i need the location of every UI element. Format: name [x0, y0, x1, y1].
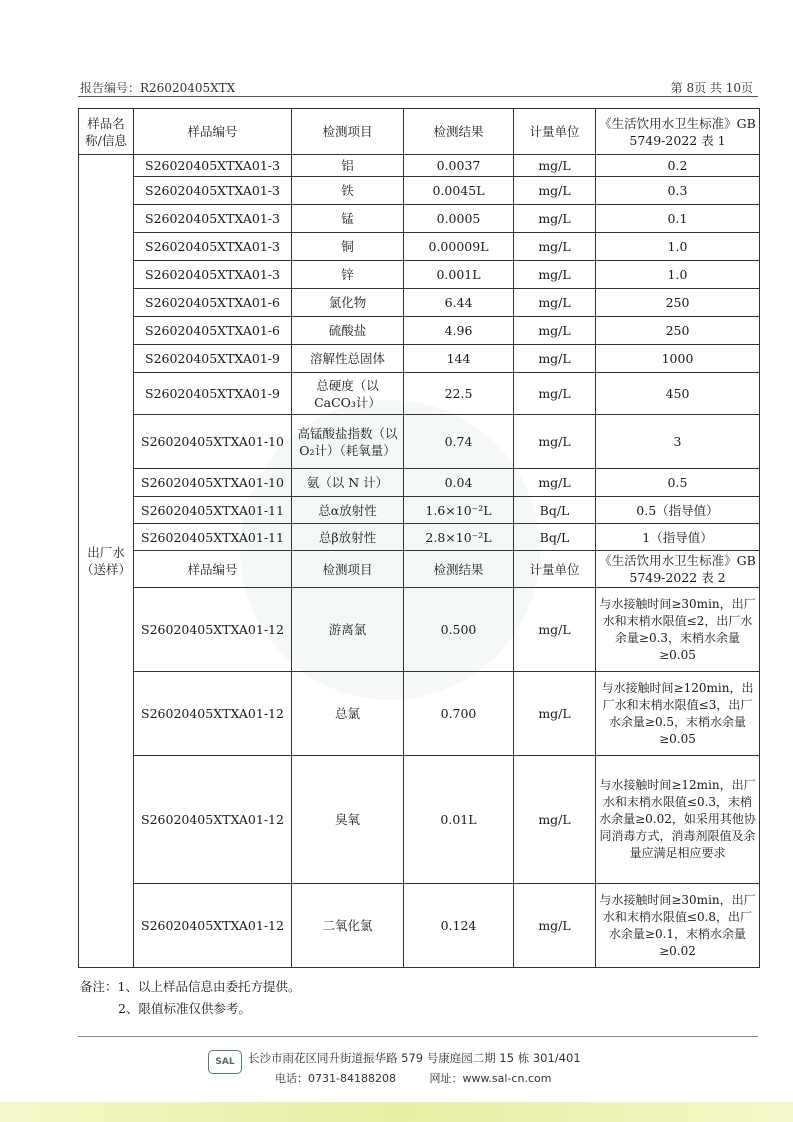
table-cell: 铁	[292, 177, 404, 205]
table-row	[79, 756, 760, 884]
table-cell: S26020405XTXA01-3	[134, 261, 292, 289]
table-cell: 与水接触时间≥12min，出厂水和末梢水限值≤0.3，末梢水余量≥0.02，如采用其他协同消毒方式，消毒剂限值及余量应满足相应要求	[596, 756, 760, 884]
table-cell: 0.500	[404, 588, 514, 672]
table-cell: Bq/L	[514, 497, 596, 524]
table-cell: S26020405XTXA01-12	[134, 756, 292, 884]
table-cell: S26020405XTXA01-9	[134, 373, 292, 415]
table-row	[79, 497, 760, 524]
table-cell: 硫酸盐	[292, 317, 404, 345]
table-cell: Bq/L	[514, 524, 596, 551]
table-cell: 0.0045L	[404, 177, 514, 205]
table-cell: 二氧化氯	[292, 884, 404, 968]
table-cell: 250	[596, 317, 760, 345]
table-row	[79, 205, 760, 233]
table-cell: S26020405XTXA01-11	[134, 497, 292, 524]
table-cell: 1.0	[596, 261, 760, 289]
table-cell: mg/L	[514, 205, 596, 233]
table-cell: 0.01L	[404, 756, 514, 884]
table-cell: 6.44	[404, 289, 514, 317]
table-row	[79, 884, 760, 968]
table-cell: S26020405XTXA01-3	[134, 155, 292, 177]
table-cell: mg/L	[514, 345, 596, 373]
table-cell: 1000	[596, 345, 760, 373]
table-cell: mg/L	[514, 469, 596, 497]
table-cell: 总β放射性	[292, 524, 404, 551]
footer-rule	[78, 1036, 758, 1037]
subheader-cell: 《生活饮用水卫生标准》GB 5749-2022 表 2	[596, 551, 760, 588]
table-cell: S26020405XTXA01-12	[134, 672, 292, 756]
table-row	[79, 373, 760, 415]
table-row	[79, 345, 760, 373]
table-cell: S26020405XTXA01-12	[134, 884, 292, 968]
subheader-cell: 样品编号	[134, 551, 292, 588]
table-cell: 1（指导值）	[596, 524, 760, 551]
header-cell: 样品编号	[134, 109, 292, 155]
table-subheader-row	[79, 551, 760, 588]
table-cell: 氨（以 N 计）	[292, 469, 404, 497]
table-row	[79, 317, 760, 345]
table-cell: 1.6×10⁻²L	[404, 497, 514, 524]
table-cell: 144	[404, 345, 514, 373]
table-cell: S26020405XTXA01-10	[134, 415, 292, 469]
table-cell: 高锰酸盐指数（以 O₂计）（耗氧量）	[292, 415, 404, 469]
table-cell: 450	[596, 373, 760, 415]
table-cell: mg/L	[514, 177, 596, 205]
table-cell: 0.5（指导值）	[596, 497, 760, 524]
footer-phone: 电话：0731-84188208	[275, 1072, 396, 1085]
table-cell: 与水接触时间≥120min，出厂水和末梢水限值≤3，出厂水余量≥0.5，末梢水余量≥0.05	[596, 672, 760, 756]
table-cell: 0.2	[596, 155, 760, 177]
report-number: 报告编号：R26020405XTX	[80, 81, 236, 95]
table-cell: 臭氧	[292, 756, 404, 884]
table-row	[79, 524, 760, 551]
notes	[80, 976, 300, 1020]
table-cell: 总硬度（以 CaCO₃计）	[292, 373, 404, 415]
table-cell: mg/L	[514, 415, 596, 469]
footer-contact	[275, 1070, 581, 1086]
table-cell: 总氯	[292, 672, 404, 756]
header-cell: 检测结果	[404, 109, 514, 155]
table-cell: mg/L	[514, 261, 596, 289]
table-row	[79, 261, 760, 289]
table-cell: mg/L	[514, 233, 596, 261]
table-cell: S26020405XTXA01-11	[134, 524, 292, 551]
table-cell: 1.0	[596, 233, 760, 261]
table-cell: S26020405XTXA01-9	[134, 345, 292, 373]
table-cell: mg/L	[514, 317, 596, 345]
table-cell: 2.8×10⁻²L	[404, 524, 514, 551]
table-cell: 铝	[292, 155, 404, 177]
table-cell: mg/L	[514, 155, 596, 177]
table-header-row	[79, 109, 760, 155]
header-cell: 《生活饮用水卫生标准》GB 5749-2022 表 1	[596, 109, 760, 155]
table-cell: 250	[596, 289, 760, 317]
table-cell: S26020405XTXA01-3	[134, 205, 292, 233]
table-cell: 0.001L	[404, 261, 514, 289]
table-row	[79, 233, 760, 261]
table-cell: 0.74	[404, 415, 514, 469]
table-cell: 溶解性总固体	[292, 345, 404, 373]
table-cell: 锰	[292, 205, 404, 233]
table-cell: 3	[596, 415, 760, 469]
table-cell: 0.1	[596, 205, 760, 233]
page-header	[80, 79, 753, 97]
table-cell: 22.5	[404, 373, 514, 415]
table-cell: 与水接触时间≥30min，出厂水和末梢水限值≤0.8，出厂水余量≥0.1，末梢水余量≥0.02	[596, 884, 760, 968]
table-cell: 0.3	[596, 177, 760, 205]
subheader-cell: 检测项目	[292, 551, 404, 588]
note-2: 2、限值标准仅供参考。	[118, 1001, 251, 1016]
table-row	[79, 155, 760, 177]
table-row	[79, 415, 760, 469]
table-cell: 0.0037	[404, 155, 514, 177]
table-cell: 0.5	[596, 469, 760, 497]
footer-address: 长沙市雨花区同升街道振华路 579 号康庭园二期 15 栋 301/401	[248, 1051, 581, 1065]
header-cell: 计量单位	[514, 109, 596, 155]
table-cell: 游离氯	[292, 588, 404, 672]
subheader-cell: 检测结果	[404, 551, 514, 588]
header-cell: 样品名称/信息	[79, 109, 134, 155]
table-cell: mg/L	[514, 672, 596, 756]
table-cell: mg/L	[514, 884, 596, 968]
note-1: 备注：1、以上样品信息由委托方提供。	[80, 979, 301, 994]
table-cell: 0.124	[404, 884, 514, 968]
table-cell: 氯化物	[292, 289, 404, 317]
table-cell: S26020405XTXA01-12	[134, 588, 292, 672]
bottom-band	[0, 1102, 793, 1122]
table-cell: mg/L	[514, 373, 596, 415]
table-cell: S26020405XTXA01-3	[134, 233, 292, 261]
table-row	[79, 177, 760, 205]
sample-name-cell: 出厂水（送样）	[79, 155, 134, 968]
table-cell: 4.96	[404, 317, 514, 345]
table-cell: 锌	[292, 261, 404, 289]
table-row	[79, 469, 760, 497]
subheader-cell: 计量单位	[514, 551, 596, 588]
table-cell: mg/L	[514, 289, 596, 317]
table-cell: S26020405XTXA01-10	[134, 469, 292, 497]
table-cell: 0.0005	[404, 205, 514, 233]
table-row	[79, 588, 760, 672]
header-rule	[78, 96, 758, 97]
table-cell: S26020405XTXA01-3	[134, 177, 292, 205]
table-cell: 铜	[292, 233, 404, 261]
table-cell: S26020405XTXA01-6	[134, 289, 292, 317]
table-cell: 0.00009L	[404, 233, 514, 261]
company-logo: SAL	[208, 1050, 242, 1074]
results-table	[78, 108, 760, 968]
table-cell: 0.04	[404, 469, 514, 497]
table-cell: 总α放射性	[292, 497, 404, 524]
page-indicator: 第 8页 共 10页	[670, 81, 753, 95]
table-cell: 与水接触时间≥30min，出厂水和末梢水限值≤2，出厂水余量≥0.3，末梢水余量≥0.05	[596, 588, 760, 672]
table-cell: mg/L	[514, 756, 596, 884]
table-row	[79, 289, 760, 317]
footer-website: 网址：www.sal-cn.com	[429, 1072, 552, 1085]
table-cell: mg/L	[514, 588, 596, 672]
table-cell: 0.700	[404, 672, 514, 756]
table-cell: S26020405XTXA01-6	[134, 317, 292, 345]
header-cell: 检测项目	[292, 109, 404, 155]
table-row	[79, 672, 760, 756]
